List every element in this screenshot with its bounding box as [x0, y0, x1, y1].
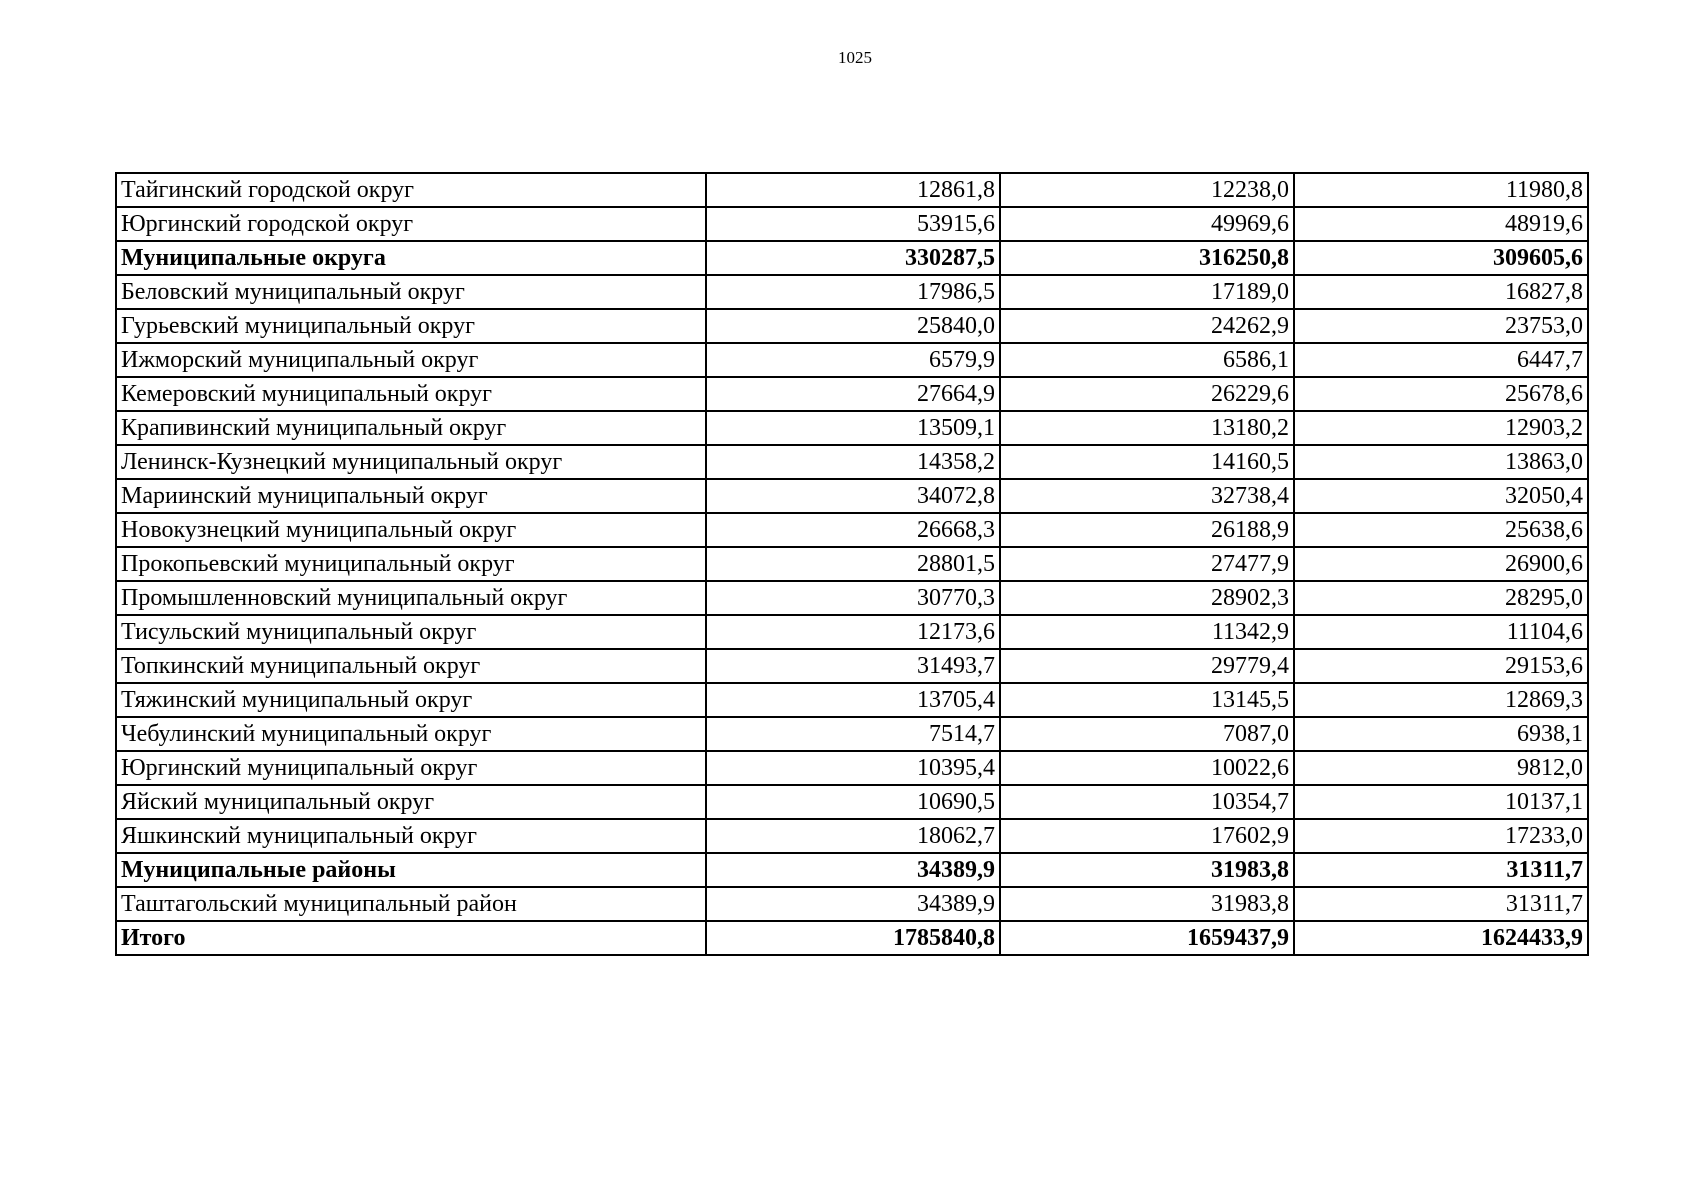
value-cell-1: 12861,8 — [706, 173, 1000, 207]
value-cell-3: 31311,7 — [1294, 887, 1588, 921]
value-cell-2: 13180,2 — [1000, 411, 1294, 445]
row-name-cell: Яйский муниципальный округ — [116, 785, 706, 819]
table-row — [116, 173, 1588, 207]
value-cell-3: 25638,6 — [1294, 513, 1588, 547]
value-cell-2: 49969,6 — [1000, 207, 1294, 241]
table-row — [116, 887, 1588, 921]
row-name-cell: Ленинск-Кузнецкий муниципальный округ — [116, 445, 706, 479]
value-cell-2: 17602,9 — [1000, 819, 1294, 853]
value-cell-2: 10022,6 — [1000, 751, 1294, 785]
value-cell-2: 17189,0 — [1000, 275, 1294, 309]
value-cell-3: 48919,6 — [1294, 207, 1588, 241]
value-cell-1: 17986,5 — [706, 275, 1000, 309]
table-row — [116, 751, 1588, 785]
value-cell-1: 13509,1 — [706, 411, 1000, 445]
value-cell-2: 14160,5 — [1000, 445, 1294, 479]
value-cell-1: 53915,6 — [706, 207, 1000, 241]
value-cell-3: 11980,8 — [1294, 173, 1588, 207]
value-cell-3: 9812,0 — [1294, 751, 1588, 785]
value-cell-3: 12869,3 — [1294, 683, 1588, 717]
value-cell-2: 28902,3 — [1000, 581, 1294, 615]
value-cell-2: 7087,0 — [1000, 717, 1294, 751]
value-cell-1: 6579,9 — [706, 343, 1000, 377]
value-cell-2: 26229,6 — [1000, 377, 1294, 411]
table-row — [116, 275, 1588, 309]
row-name-cell: Тайгинский городской округ — [116, 173, 706, 207]
value-cell-1: 18062,7 — [706, 819, 1000, 853]
value-cell-1: 30770,3 — [706, 581, 1000, 615]
value-cell-1: 26668,3 — [706, 513, 1000, 547]
value-cell-2: 13145,5 — [1000, 683, 1294, 717]
row-name-cell: Юргинский городской округ — [116, 207, 706, 241]
row-name-cell: Беловский муниципальный округ — [116, 275, 706, 309]
row-name-cell: Кемеровский муниципальный округ — [116, 377, 706, 411]
value-cell-3: 32050,4 — [1294, 479, 1588, 513]
value-cell-3: 28295,0 — [1294, 581, 1588, 615]
value-cell-3: 10137,1 — [1294, 785, 1588, 819]
value-cell-1: 1785840,8 — [706, 921, 1000, 955]
row-name-cell: Чебулинский муниципальный округ — [116, 717, 706, 751]
value-cell-3: 16827,8 — [1294, 275, 1588, 309]
value-cell-2: 6586,1 — [1000, 343, 1294, 377]
value-cell-1: 34389,9 — [706, 887, 1000, 921]
page-number: 1025 — [838, 48, 872, 67]
value-cell-1: 34072,8 — [706, 479, 1000, 513]
row-name-cell: Муниципальные округа — [116, 241, 706, 275]
table-row — [116, 241, 1588, 275]
row-name-cell: Крапивинский муниципальный округ — [116, 411, 706, 445]
table-row — [116, 615, 1588, 649]
value-cell-2: 10354,7 — [1000, 785, 1294, 819]
row-name-cell: Мариинский муниципальный округ — [116, 479, 706, 513]
value-cell-3: 26900,6 — [1294, 547, 1588, 581]
value-cell-1: 13705,4 — [706, 683, 1000, 717]
value-cell-3: 12903,2 — [1294, 411, 1588, 445]
row-name-cell: Итого — [116, 921, 706, 955]
value-cell-3: 6938,1 — [1294, 717, 1588, 751]
table-row — [116, 921, 1588, 955]
value-cell-1: 10690,5 — [706, 785, 1000, 819]
value-cell-2: 316250,8 — [1000, 241, 1294, 275]
table-row — [116, 411, 1588, 445]
row-name-cell: Новокузнецкий муниципальный округ — [116, 513, 706, 547]
row-name-cell: Ижморский муниципальный округ — [116, 343, 706, 377]
value-cell-1: 12173,6 — [706, 615, 1000, 649]
row-name-cell: Тисульский муниципальный округ — [116, 615, 706, 649]
value-cell-3: 1624433,9 — [1294, 921, 1588, 955]
value-cell-3: 31311,7 — [1294, 853, 1588, 887]
table-row — [116, 581, 1588, 615]
value-cell-1: 27664,9 — [706, 377, 1000, 411]
value-cell-2: 31983,8 — [1000, 853, 1294, 887]
value-cell-2: 26188,9 — [1000, 513, 1294, 547]
budget-table — [115, 172, 1589, 956]
value-cell-2: 31983,8 — [1000, 887, 1294, 921]
value-cell-1: 7514,7 — [706, 717, 1000, 751]
value-cell-1: 31493,7 — [706, 649, 1000, 683]
table-row — [116, 683, 1588, 717]
table-row — [116, 377, 1588, 411]
table-row — [116, 547, 1588, 581]
value-cell-3: 6447,7 — [1294, 343, 1588, 377]
value-cell-3: 23753,0 — [1294, 309, 1588, 343]
value-cell-1: 34389,9 — [706, 853, 1000, 887]
row-name-cell: Прокопьевский муниципальный округ — [116, 547, 706, 581]
table-row — [116, 717, 1588, 751]
value-cell-3: 17233,0 — [1294, 819, 1588, 853]
value-cell-3: 13863,0 — [1294, 445, 1588, 479]
value-cell-2: 32738,4 — [1000, 479, 1294, 513]
value-cell-1: 14358,2 — [706, 445, 1000, 479]
row-name-cell: Яшкинский муниципальный округ — [116, 819, 706, 853]
table-row — [116, 649, 1588, 683]
value-cell-1: 330287,5 — [706, 241, 1000, 275]
value-cell-2: 29779,4 — [1000, 649, 1294, 683]
value-cell-1: 25840,0 — [706, 309, 1000, 343]
table-row — [116, 513, 1588, 547]
value-cell-2: 24262,9 — [1000, 309, 1294, 343]
value-cell-2: 1659437,9 — [1000, 921, 1294, 955]
value-cell-2: 27477,9 — [1000, 547, 1294, 581]
value-cell-3: 25678,6 — [1294, 377, 1588, 411]
value-cell-3: 29153,6 — [1294, 649, 1588, 683]
value-cell-2: 12238,0 — [1000, 173, 1294, 207]
row-name-cell: Таштагольский муниципальный район — [116, 887, 706, 921]
value-cell-1: 28801,5 — [706, 547, 1000, 581]
row-name-cell: Тяжинский муниципальный округ — [116, 683, 706, 717]
table-row — [116, 479, 1588, 513]
table-row — [116, 343, 1588, 377]
row-name-cell: Гурьевский муниципальный округ — [116, 309, 706, 343]
row-name-cell: Топкинский муниципальный округ — [116, 649, 706, 683]
row-name-cell: Промышленновский муниципальный округ — [116, 581, 706, 615]
table-row — [116, 445, 1588, 479]
table-row — [116, 819, 1588, 853]
table-row — [116, 207, 1588, 241]
table-row — [116, 853, 1588, 887]
row-name-cell: Юргинский муниципальный округ — [116, 751, 706, 785]
table-body — [116, 173, 1588, 955]
row-name-cell: Муниципальные районы — [116, 853, 706, 887]
value-cell-3: 11104,6 — [1294, 615, 1588, 649]
table-row — [116, 785, 1588, 819]
value-cell-1: 10395,4 — [706, 751, 1000, 785]
value-cell-3: 309605,6 — [1294, 241, 1588, 275]
table-row — [116, 309, 1588, 343]
value-cell-2: 11342,9 — [1000, 615, 1294, 649]
